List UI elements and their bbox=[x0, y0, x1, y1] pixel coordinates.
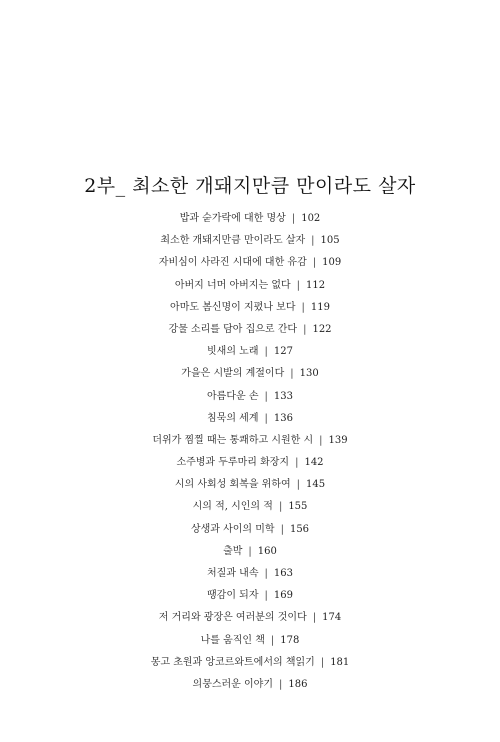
toc-entry-page: 122 bbox=[312, 323, 332, 335]
toc-entry-page: 136 bbox=[273, 412, 293, 424]
part-title: 2부_ 최소한 개돼지만큼 만이라도 살자 bbox=[84, 175, 416, 197]
toc-entry-page: 145 bbox=[306, 479, 326, 491]
toc-entry-page: 142 bbox=[304, 457, 324, 469]
toc-entry bbox=[0, 474, 500, 496]
toc-separator: | bbox=[278, 501, 283, 513]
toc-entry bbox=[0, 674, 500, 696]
toc-entry-title: 아버지 너머 아버지는 없다 bbox=[174, 279, 291, 291]
toc-entry-page: 112 bbox=[306, 279, 326, 291]
toc-entry-title: 강물 소리를 담아 집으로 간다 bbox=[168, 323, 298, 335]
toc-entry-page: 178 bbox=[280, 634, 300, 646]
toc-entry-page: 119 bbox=[310, 301, 330, 313]
toc-entry bbox=[0, 563, 500, 585]
toc-separator: | bbox=[280, 523, 284, 535]
toc-entry bbox=[0, 408, 500, 430]
toc-entry-page: 133 bbox=[273, 390, 293, 402]
toc-entry-title: 가을은 시발의 계절이다 bbox=[181, 368, 285, 380]
toc-separator: | bbox=[320, 656, 325, 668]
toc-entry-title: 더위가 찜찔 때는 통쾌하고 시원한 시 bbox=[152, 434, 314, 446]
toc-entry-title: 아름다운 손 bbox=[207, 390, 259, 402]
toc-entry-page: 174 bbox=[322, 612, 342, 624]
toc-entry-title: 출박 bbox=[223, 545, 243, 557]
toc-entry-page: 163 bbox=[273, 568, 293, 579]
toc-entry-page: 169 bbox=[273, 590, 293, 602]
toc-entry-page: 160 bbox=[257, 545, 277, 557]
toc-entry bbox=[0, 607, 500, 629]
toc-entry-title: 땡감이 되자 bbox=[207, 590, 259, 602]
toc-entry-title: 나를 움직인 책 bbox=[200, 634, 265, 646]
toc-entry bbox=[0, 496, 500, 518]
toc-entry bbox=[0, 585, 500, 607]
toc-entry bbox=[0, 252, 500, 274]
toc-entry bbox=[0, 363, 500, 385]
toc-entry-title: 자비심이 사라진 시대에 대한 유감 bbox=[158, 257, 307, 269]
toc-entry-title: 아마도 봄신명이 지폈나 보다 bbox=[170, 301, 296, 313]
toc-separator: | bbox=[312, 612, 317, 624]
toc-entry-page: 109 bbox=[322, 257, 342, 269]
toc-entry-title: 상생과 사이의 미학 bbox=[190, 523, 275, 535]
toc-entry-page: 181 bbox=[330, 656, 350, 668]
toc-entry-page: 186 bbox=[288, 678, 308, 690]
toc-separator: | bbox=[295, 457, 299, 469]
toc-separator: | bbox=[264, 568, 268, 579]
toc-entry bbox=[0, 430, 500, 452]
toc-entry-page: 156 bbox=[289, 523, 310, 535]
toc-separator: | bbox=[319, 434, 323, 446]
toc-entry-page: 127 bbox=[273, 346, 293, 358]
toc-separator: | bbox=[270, 634, 275, 646]
toc-entry bbox=[0, 341, 500, 363]
toc-separator: | bbox=[248, 545, 252, 557]
toc-entry bbox=[0, 297, 500, 319]
toc-separator: | bbox=[301, 301, 305, 313]
toc-separator: | bbox=[264, 412, 268, 424]
toc-entry-title: 소주병과 두루마리 화장지 bbox=[176, 457, 290, 469]
toc-entry-page: 105 bbox=[320, 235, 340, 247]
toc-separator: | bbox=[264, 590, 268, 602]
toc-entry-page: 102 bbox=[301, 213, 321, 224]
toc-entry bbox=[0, 652, 500, 674]
toc-entry bbox=[0, 230, 500, 252]
toc-entry-title: 시의 적, 시인의 적 bbox=[192, 501, 273, 513]
toc-entry-page: 139 bbox=[328, 434, 348, 446]
toc-entry-title: 저 거리와 광장은 여러분의 것이다 bbox=[158, 612, 307, 624]
toc-entry-title: 침묵의 세계 bbox=[207, 412, 259, 424]
toc-entry bbox=[0, 386, 500, 408]
toc-entry-title: 빗새의 노래 bbox=[207, 346, 259, 358]
toc-entry-title: 의뭉스러운 이야기 bbox=[192, 678, 273, 690]
toc-entry bbox=[0, 541, 500, 563]
toc-entry-title: 시의 사회성 회복을 위하여 bbox=[174, 479, 291, 491]
toc-separator: | bbox=[291, 213, 296, 224]
toc-separator: | bbox=[279, 678, 283, 690]
toc-separator: | bbox=[264, 390, 268, 402]
toc-entry bbox=[0, 208, 500, 230]
toc-entry bbox=[0, 519, 500, 541]
toc-entry bbox=[0, 630, 500, 652]
toc-separator: | bbox=[312, 257, 317, 269]
toc-separator: | bbox=[290, 368, 294, 380]
toc-entry-title: 처질과 내속 bbox=[207, 568, 259, 579]
toc-separator: | bbox=[296, 479, 301, 491]
toc-entry-title: 밥과 숟가락에 대한 명상 bbox=[179, 213, 286, 224]
toc-entry-title: 최소한 개돼지만큼 만이라도 살자 bbox=[160, 235, 306, 247]
toc-separator: | bbox=[296, 279, 301, 291]
toc-entry bbox=[0, 275, 500, 297]
toc-entry bbox=[0, 452, 500, 474]
toc-entry-page: 130 bbox=[299, 368, 319, 380]
toc-entry-title: 몽고 초원과 앙코르와트에서의 책읽기 bbox=[150, 656, 315, 668]
toc-entry bbox=[0, 319, 500, 341]
toc-entry-page: 155 bbox=[288, 501, 308, 513]
table-of-contents bbox=[0, 208, 500, 696]
toc-separator: | bbox=[264, 346, 268, 358]
toc-separator: | bbox=[303, 323, 307, 335]
toc-separator: | bbox=[311, 235, 315, 247]
